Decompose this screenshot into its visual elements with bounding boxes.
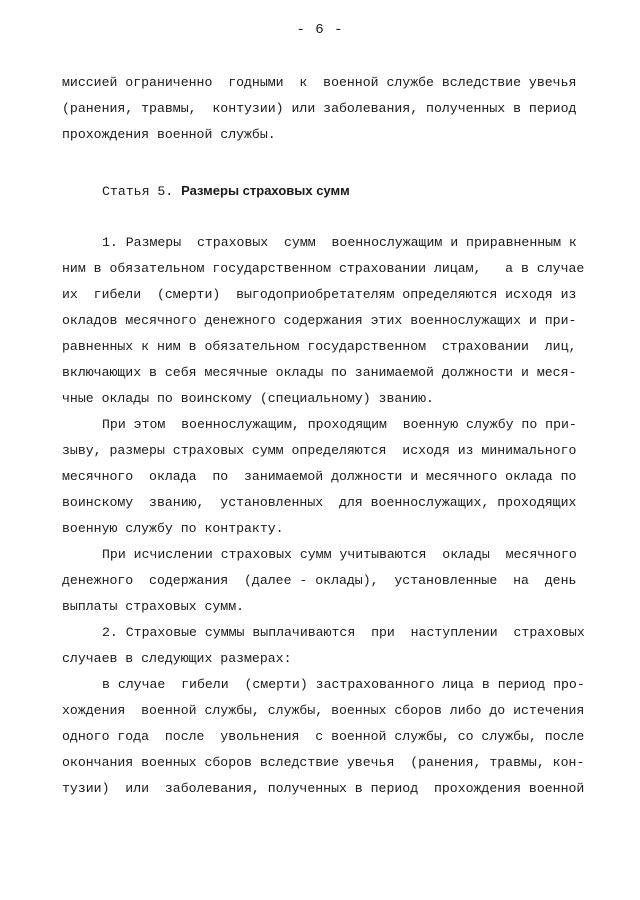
article-body bbox=[62, 230, 585, 802]
body-line: хождения военной службы, службы, военных сборов либо до истечения bbox=[62, 703, 585, 718]
body-line: окончания военных сборов вследствие увечья (ранения, травмы, кон- bbox=[62, 755, 585, 770]
body-line: воинскому званию, установленных для военнослужащих, проходящих bbox=[62, 495, 577, 510]
body-line: месячного оклада по занимаемой должности и месячного оклада по bbox=[62, 469, 577, 484]
intro-line: (ранения, травмы, контузии) или заболевания, полученных в период bbox=[62, 101, 577, 116]
article-heading bbox=[102, 178, 350, 205]
body-line: включающих в себя месячные оклады по занимаемой должности и меся- bbox=[62, 365, 577, 380]
intro-line: миссией ограниченно годными к военной службе вследствие увечья bbox=[62, 75, 577, 90]
body-line: При этом военнослужащим, проходящим военную службу по при- bbox=[102, 417, 577, 432]
body-line: одного года после увольнения с военной службы, со службы, после bbox=[62, 729, 585, 744]
body-line: ним в обязательном государственном страховании лицам, а в случае bbox=[62, 261, 585, 276]
body-line: 2. Страховые суммы выплачиваются при наступлении страховых bbox=[102, 625, 585, 640]
body-line: зыву, размеры страховых сумм определяются исходя из минимального bbox=[62, 443, 577, 458]
body-line: в случае гибели (смерти) застрахованного лица в период про- bbox=[102, 677, 585, 692]
body-line: денежного содержания (далее - оклады), установленные на день bbox=[62, 573, 577, 588]
body-line: тузии) или заболевания, полученных в период прохождения военной bbox=[62, 781, 585, 796]
article-label: Статья 5. bbox=[102, 184, 182, 199]
body-line: выплаты страховых сумм. bbox=[62, 599, 245, 614]
body-line: случаев в следующих размерах: bbox=[62, 651, 292, 666]
body-line: их гибели (смерти) выгодоприобретателям определяются исходя из bbox=[62, 287, 577, 302]
intro-paragraph bbox=[62, 70, 577, 148]
article-title: Размеры страховых сумм bbox=[181, 183, 350, 198]
body-line: военную службу по контракту. bbox=[62, 521, 284, 536]
body-line: При исчислении страховых сумм учитываются оклады месячного bbox=[102, 547, 577, 562]
body-line: 1. Размеры страховых сумм военнослужащим и приравненным к bbox=[102, 235, 577, 250]
body-line: чные оклады по воинскому (специальному) званию. bbox=[62, 391, 434, 406]
body-line: окладов месячного денежного содержания этих военнослужащих и при- bbox=[62, 313, 577, 328]
intro-line: прохождения военной службы. bbox=[62, 127, 276, 142]
page-number: - 6 - bbox=[296, 22, 344, 38]
body-line: равненных к ним в обязательном государственном страховании лиц, bbox=[62, 339, 577, 354]
